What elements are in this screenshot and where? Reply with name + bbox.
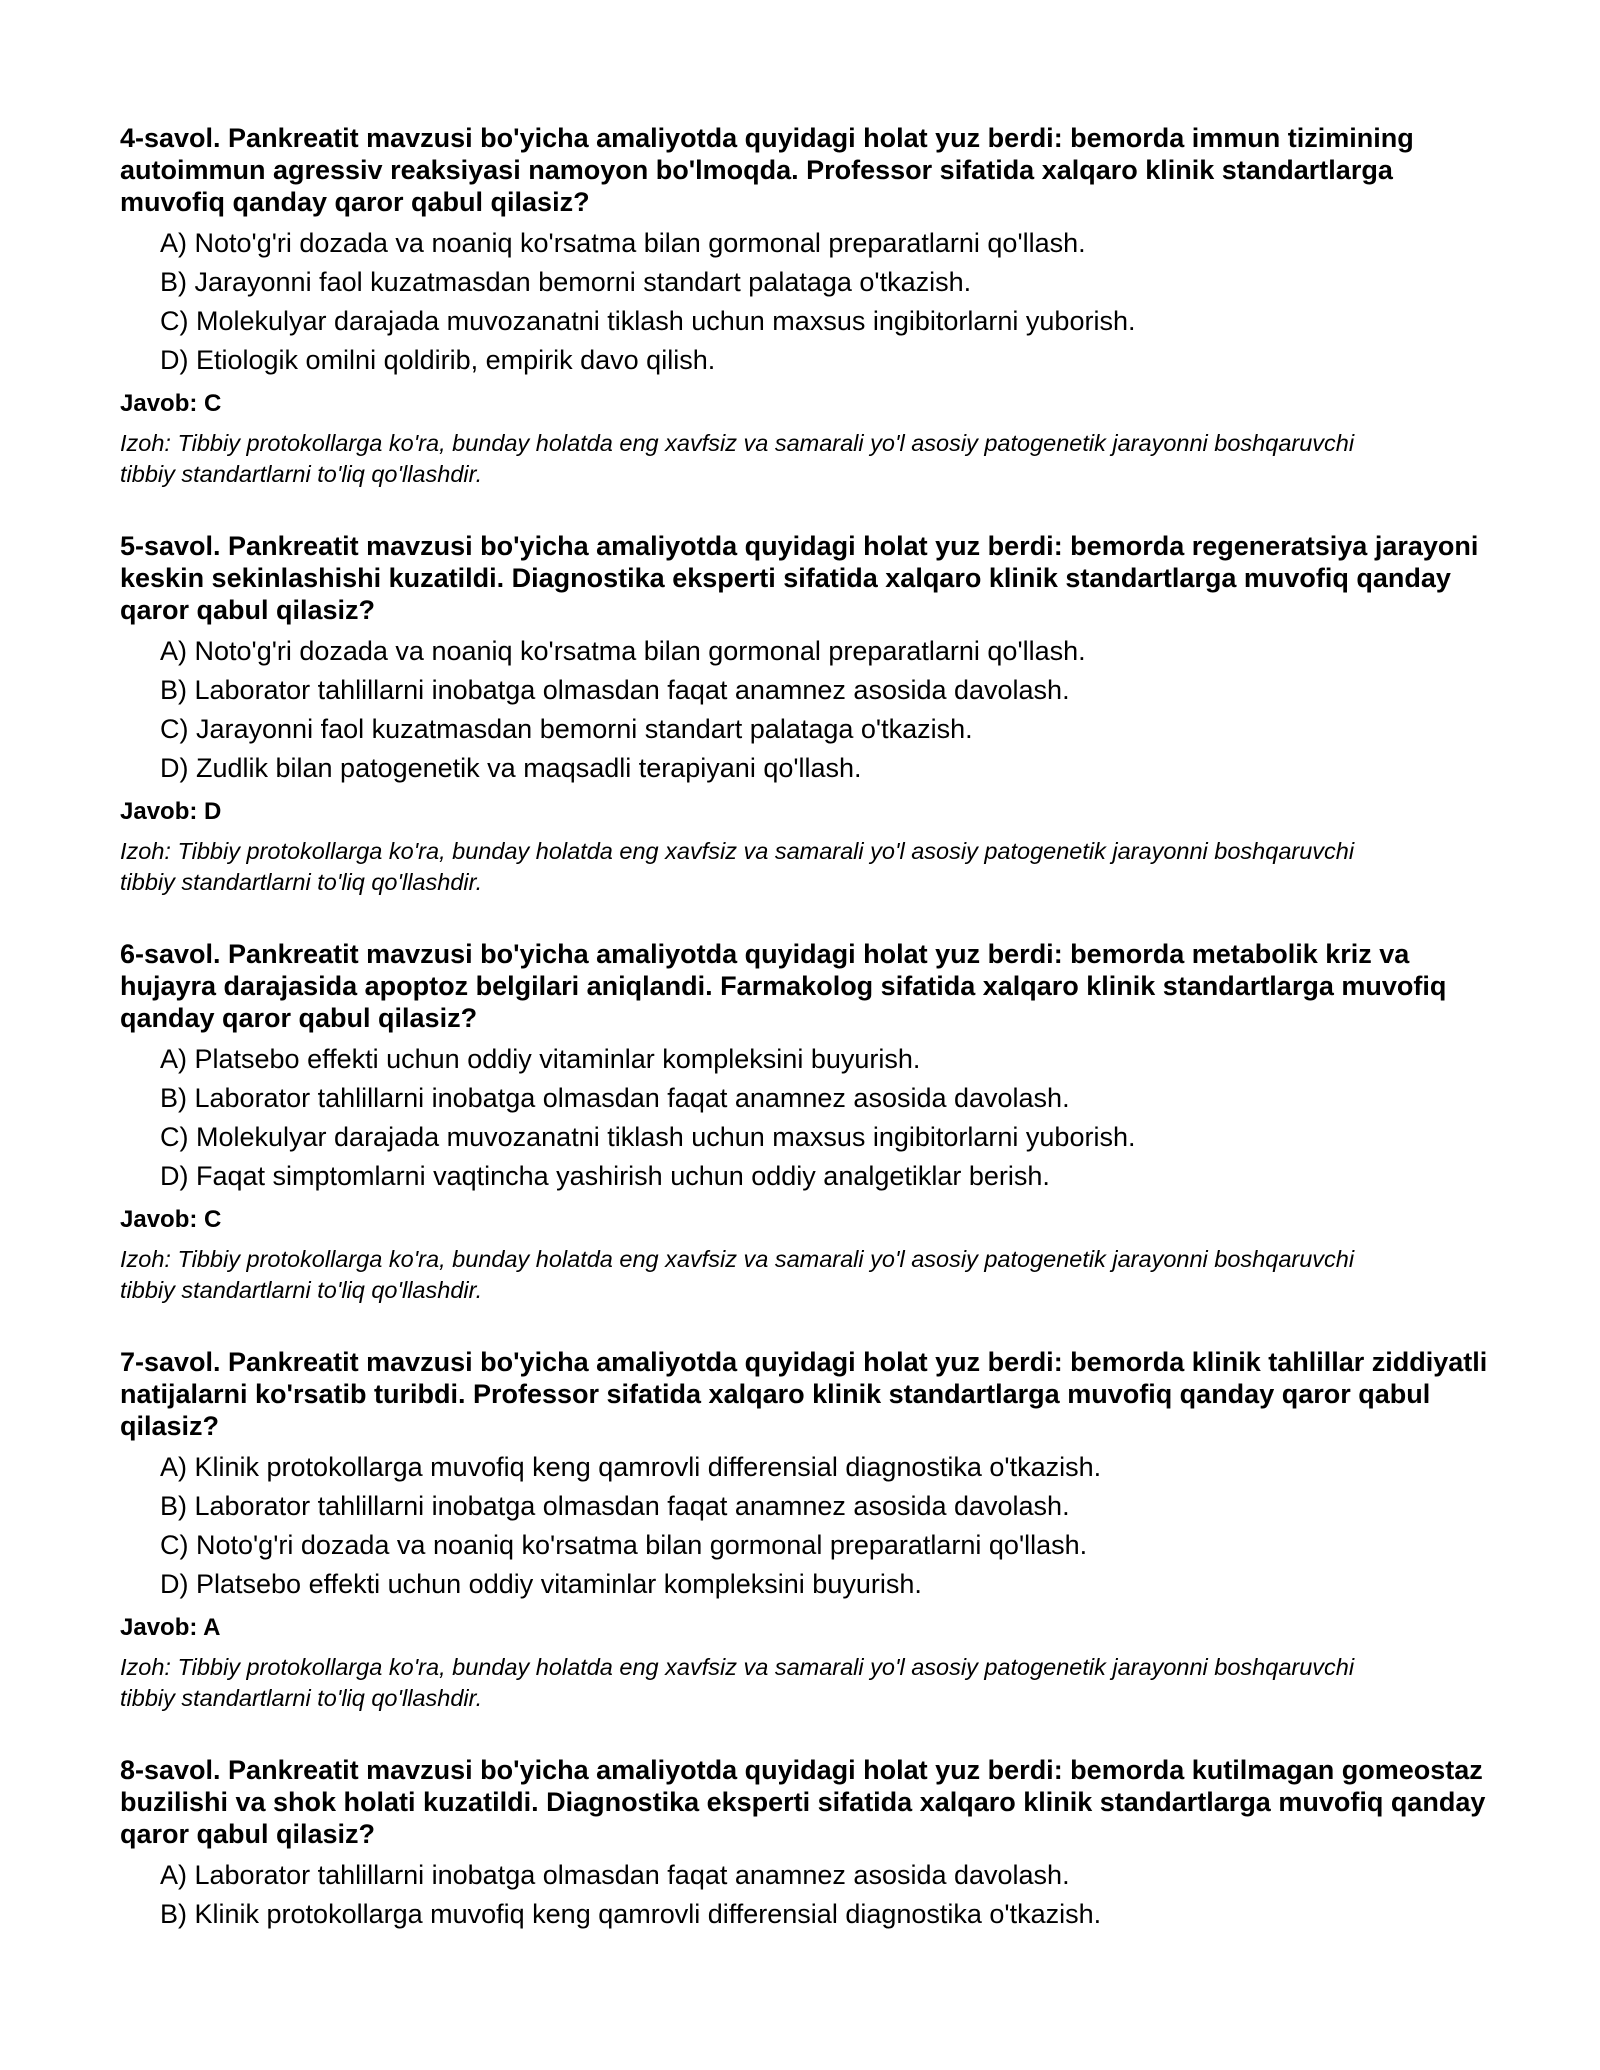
question-8: [120, 1754, 1490, 1934]
option-d: D) Etiologik omilni qoldirib, empirik davo qilish.: [160, 345, 716, 375]
answer-label: Javob: A: [120, 1614, 221, 1641]
question-title: 6-savol. Pankreatit mavzusi bo'yicha amaliyotda quyidagi holat yuz berdi: bemorda metabolik kriz va hujayra darajasida apoptoz belgilari aniqlandi. Farmakolog sifatida xalqaro klinik standartlarga muvofiq qanday qaror qabul qilasiz?: [120, 939, 1447, 1033]
question-4: [120, 122, 1490, 490]
option-a: A) Noto'g'ri dozada va noaniq ko'rsatma bilan gormonal preparatlarni qo'llash.: [160, 228, 1086, 258]
option-b: B) Klinik protokollarga muvofiq keng qamrovli differensial diagnostika o'tkazish.: [160, 1899, 1102, 1929]
question-5: [120, 530, 1490, 898]
option-a: A) Klinik protokollarga muvofiq keng qamrovli differensial diagnostika o'tkazish.: [160, 1452, 1102, 1482]
answer-options: [120, 224, 1490, 380]
option-c: C) Molekulyar darajada muvozanatni tiklash uchun maxsus ingibitorlarni yuborish.: [160, 1122, 1136, 1152]
option-b: B) Laborator tahlillarni inobatga olmasdan faqat anamnez asosida davolash.: [160, 1083, 1070, 1113]
explanation-text: Izoh: Tibbiy protokollarga ko'ra, bunday holatda eng xavfsiz va samarali yo'l asosiy patogenetik jarayonni boshqaruvchi tibbiy standartlarni to'liq qo'llashdir.: [120, 838, 1355, 895]
question-title: 7-savol. Pankreatit mavzusi bo'yicha amaliyotda quyidagi holat yuz berdi: bemorda klinik tahlillar ziddiyatli natijalarni ko'rsatib turibdi. Professor sifatida xalqaro klinik standartlarga muvofiq qanday qaror qabul qilasiz?: [120, 1347, 1488, 1441]
answer-options: [120, 1448, 1490, 1604]
option-b: B) Jarayonni faol kuzatmasdan bemorni standart palataga o'tkazish.: [160, 267, 972, 297]
explanation-text: Izoh: Tibbiy protokollarga ko'ra, bunday holatda eng xavfsiz va samarali yo'l asosiy patogenetik jarayonni boshqaruvchi tibbiy standartlarni to'liq qo'llashdir.: [120, 430, 1355, 487]
answer-label: Javob: D: [120, 798, 222, 825]
option-a: A) Platsebo effekti uchun oddiy vitaminlar kompleksini buyurish.: [160, 1044, 921, 1074]
question-title: 4-savol. Pankreatit mavzusi bo'yicha amaliyotda quyidagi holat yuz berdi: bemorda immun tizimining autoimmun agressiv reaksiyasi namoyon bo'lmoqda. Professor sifatida xalqaro klinik standartlarga muvofiq qanday qaror qabul qilasiz?: [120, 123, 1414, 217]
option-a: A) Noto'g'ri dozada va noaniq ko'rsatma bilan gormonal preparatlarni qo'llash.: [160, 636, 1086, 666]
answer-label: Javob: C: [120, 1206, 222, 1233]
option-b: B) Laborator tahlillarni inobatga olmasdan faqat anamnez asosida davolash.: [160, 675, 1070, 705]
answer-label: Javob: C: [120, 390, 222, 417]
answer-options: [120, 632, 1490, 788]
option-a: A) Laborator tahlillarni inobatga olmasdan faqat anamnez asosida davolash.: [160, 1860, 1070, 1890]
option-c: C) Molekulyar darajada muvozanatni tiklash uchun maxsus ingibitorlarni yuborish.: [160, 306, 1136, 336]
answer-options: [120, 1856, 1490, 1934]
explanation-text: Izoh: Tibbiy protokollarga ko'ra, bunday holatda eng xavfsiz va samarali yo'l asosiy patogenetik jarayonni boshqaruvchi tibbiy standartlarni to'liq qo'llashdir.: [120, 1654, 1355, 1711]
explanation-text: Izoh: Tibbiy protokollarga ko'ra, bunday holatda eng xavfsiz va samarali yo'l asosiy patogenetik jarayonni boshqaruvchi tibbiy standartlarni to'liq qo'llashdir.: [120, 1246, 1355, 1303]
document-page: [120, 122, 1490, 1974]
question-title: 8-savol. Pankreatit mavzusi bo'yicha amaliyotda quyidagi holat yuz berdi: bemorda kutilmagan gomeostaz buzilishi va shok holati kuzatildi. Diagnostika eksperti sifatida xalqaro klinik standartlarga muvofiq qanday qaror qabul qilasiz?: [120, 1755, 1486, 1849]
option-b: B) Laborator tahlillarni inobatga olmasdan faqat anamnez asosida davolash.: [160, 1491, 1070, 1521]
question-6: [120, 938, 1490, 1306]
option-c: C) Jarayonni faol kuzatmasdan bemorni standart palataga o'tkazish.: [160, 714, 973, 744]
option-d: D) Faqat simptomlarni vaqtincha yashirish uchun oddiy analgetiklar berish.: [160, 1161, 1050, 1191]
option-d: D) Platsebo effekti uchun oddiy vitaminlar kompleksini buyurish.: [160, 1569, 922, 1599]
option-c: C) Noto'g'ri dozada va noaniq ko'rsatma bilan gormonal preparatlarni qo'llash.: [160, 1530, 1088, 1560]
question-title: 5-savol. Pankreatit mavzusi bo'yicha amaliyotda quyidagi holat yuz berdi: bemorda regeneratsiya jarayoni keskin sekinlashishi kuzatildi. Diagnostika eksperti sifatida xalqaro klinik standartlarga muvofiq qanday qaror qabul qilasiz?: [120, 531, 1479, 625]
question-7: [120, 1346, 1490, 1714]
option-d: D) Zudlik bilan patogenetik va maqsadli terapiyani qo'llash.: [160, 753, 862, 783]
answer-options: [120, 1040, 1490, 1196]
